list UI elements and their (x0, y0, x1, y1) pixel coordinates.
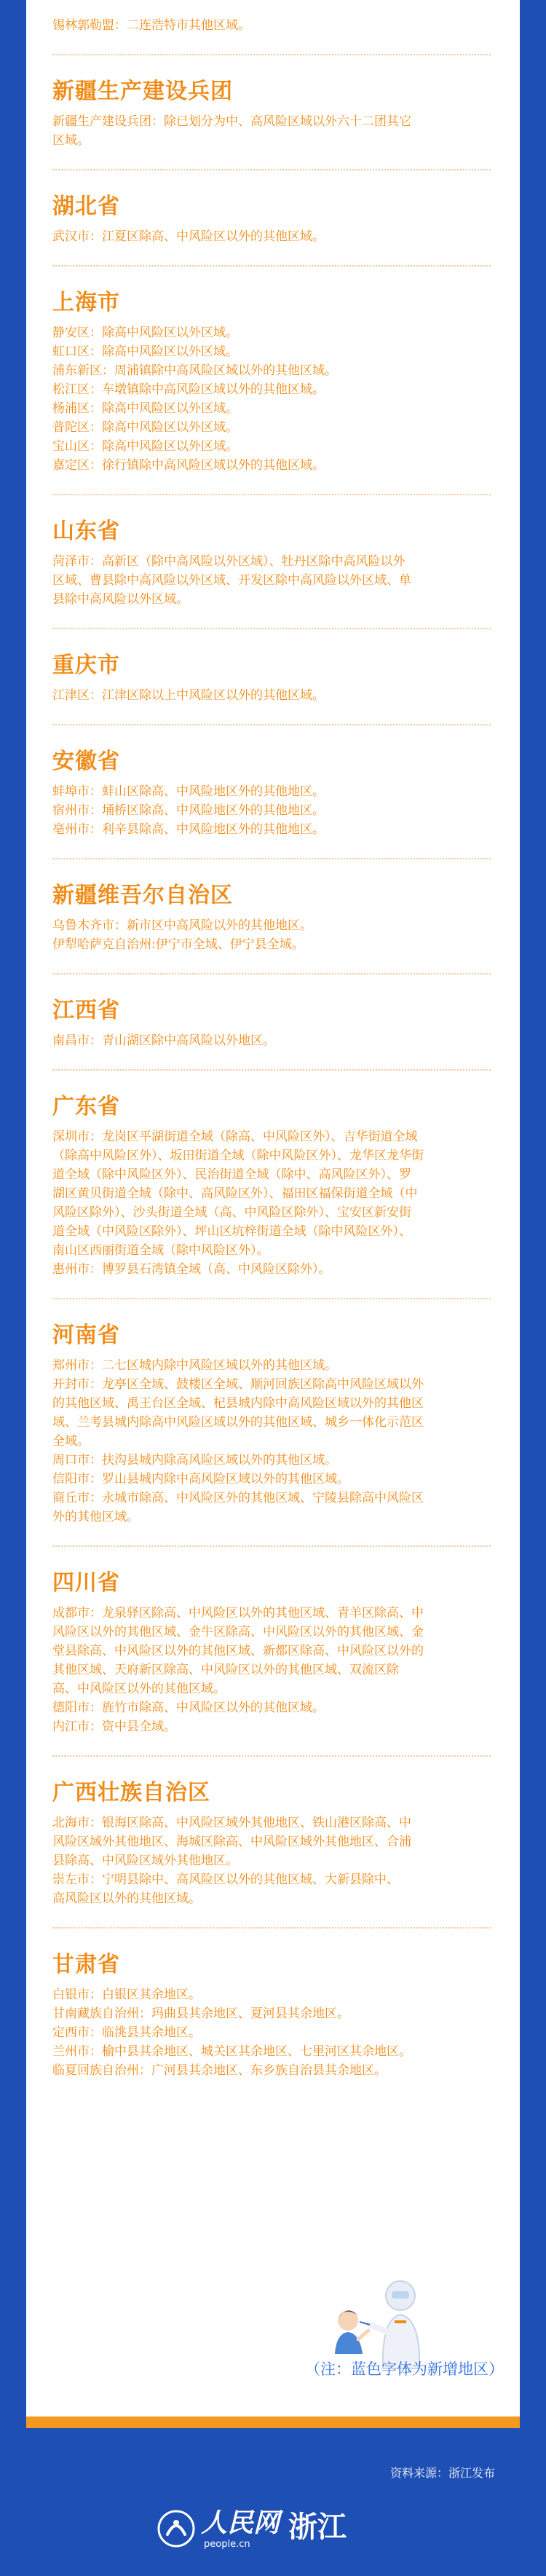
brand-footer[interactable] (157, 2505, 390, 2556)
region-detail-line: 道全域（除中风险区外）、民治街道全域（除中、高风险区外）、罗 (52, 1167, 411, 1182)
region-section (52, 77, 491, 150)
region-detail-line: 伊犁哈萨克自治州:伊宁市全域、伊宁县全域。 (52, 937, 304, 952)
region-section (52, 16, 491, 35)
source-caption: 资料来源：浙江发布 (389, 2466, 495, 2480)
region-detail-line: 临夏回族自治州：广河县其余地区、东乡族自治县其余地区。 (52, 2063, 387, 2078)
section-divider (52, 1545, 491, 1547)
region-detail-line: 嘉定区：徐行镇除中高风险区域以外的其他区域。 (52, 458, 325, 473)
region-detail-line: 风险区以外的其他区域、金牛区除高、中风险区以外的其他区域、金 (52, 1625, 424, 1639)
region-detail-line: 宿州市：埇桥区除高、中风险地区外的其他地区。 (52, 803, 325, 818)
region-detail-line: 普陀区：除高中风险区以外区域。 (52, 420, 238, 435)
region-section (52, 996, 491, 1050)
region-detail-line: 信阳市：罗山县城内除中高风险区域以外的其他区域。 (52, 1472, 349, 1486)
region-detail-line: 德阳市：旌竹市除高、中风险区以外的其他区域。 (52, 1701, 325, 1715)
region-detail-line: 高风险区以外的其他区域。 (52, 1891, 201, 1906)
content-card (26, 0, 520, 2417)
province-title: 上海市 (52, 290, 120, 315)
province-title: 四川省 (52, 1570, 120, 1596)
region-detail-line: 江津区：江津区除以上中风险区以外的其他区域。 (52, 688, 325, 703)
region-detail-line: 浦东新区：周浦镇除中高风险区域以外的其他区域。 (52, 363, 337, 378)
province-title: 甘肃省 (52, 1952, 120, 1977)
section-divider (52, 265, 491, 267)
brand-url: people.cn (204, 2539, 250, 2550)
section-divider (52, 858, 491, 859)
province-title: 江西省 (52, 998, 120, 1023)
region-detail-line: 高、中风险区以外的其他区域。 (52, 1682, 226, 1696)
region-detail-line: 乌鲁木齐市：新市区中高风险以外的其他地区。 (52, 918, 312, 933)
section-divider (52, 628, 491, 629)
section-divider (52, 1755, 491, 1757)
region-detail-line: 道全域（中风险区除外）、坪山区坑梓街道全域（除中风险区外）、 (52, 1224, 411, 1239)
region-detail-line: 风险区除外）、沙头街道全域（高、中风险区除外）、宝安区新安街 (52, 1205, 411, 1220)
section-list (26, 0, 520, 2080)
region-detail-line: 武汉市：江夏区除高、中风险区以外的其他区域。 (52, 229, 325, 244)
section-divider (52, 494, 491, 495)
region-detail-line: 周口市：扶沟县城内除高风险区域以外的其他区域。 (52, 1453, 337, 1468)
region-detail-line: 锡林郭勒盟：二连浩特市其他区域。 (52, 18, 250, 33)
province-title: 山东省 (52, 519, 120, 544)
region-detail-line: 风险区域外其他地区、海城区除高、中风险区域外其他地区、合浦 (52, 1835, 411, 1849)
region-detail-line: 北海市：银海区除高、中风险区域外其他地区、铁山港区除高、中 (52, 1816, 411, 1830)
region-detail-line: 郑州市：二七区城内除中风险区域以外的其他区域。 (52, 1358, 337, 1373)
region-section (52, 1569, 491, 1736)
region-section (52, 747, 491, 839)
region-detail-line: 白银市：白银区其余地区。 (52, 1988, 201, 2002)
region-section (52, 517, 491, 609)
province-title: 河南省 (52, 1323, 120, 1348)
region-section (52, 1779, 491, 1908)
region-section (52, 192, 491, 246)
region-detail-line: 其他区域、天府新区除高、中风险区以外的其他区域、双流区除 (52, 1663, 399, 1677)
region-detail-line: 湖区黄贝街道全域（除中、高风险区外）、福田区福保街道全域（中 (52, 1186, 418, 1201)
province-title: 广东省 (52, 1094, 120, 1119)
region-detail-line: 成都市：龙泉驿区除高、中风险区以外的其他区域、青羊区除高、中 (52, 1606, 424, 1620)
region-detail-line: 商丘市：永城市除高、中风险区外的其他区域、宁陵县除高中风险区 (52, 1491, 424, 1505)
region-detail-line: 崇左市：宁明县除中、高风险区以外的其他区域、大新县除中、 (52, 1872, 399, 1887)
region-section (52, 1950, 491, 2080)
region-detail-line: 新疆生产建设兵团：除已划分为中、高风险区域以外六十二团其它 (52, 114, 411, 129)
brand-region: 浙江 (288, 2510, 347, 2544)
region-detail-line: 虹口区：除高中风险区以外区域。 (52, 344, 238, 359)
region-detail-line: 南昌市：青山湖区除中高风险以外地区。 (52, 1033, 275, 1048)
region-detail-line: 杨浦区：除高中风险区以外区域。 (52, 401, 238, 416)
region-detail-line: 县除高、中风险区域外其他地区。 (52, 1854, 238, 1868)
region-section (52, 1092, 491, 1279)
legend-note: （注：蓝色字体为新增地区） (305, 2360, 504, 2378)
region-detail-line: 深圳市：龙岗区平湖街道全域（除高、中风险区外）、吉华街道全域 (52, 1130, 418, 1144)
region-detail-line: 内江市：资中县全域。 (52, 1720, 176, 1734)
region-detail-line: 的其他区域、禹王台区全域、杞县城内除中高风险区域以外的其他区 (52, 1396, 424, 1411)
region-detail-line: 亳州市：利辛县除高、中风险地区外的其他地区。 (52, 822, 325, 837)
region-detail-line: 全域。 (52, 1434, 90, 1449)
section-divider (52, 169, 491, 170)
section-divider (52, 1298, 491, 1299)
region-detail-line: 宝山区：除高中风险区以外区域。 (52, 439, 238, 454)
region-detail-line: 堂县除高、中风险区以外的其他区域、新都区除高、中风险区以外的 (52, 1644, 424, 1658)
province-title: 安徽省 (52, 749, 120, 774)
section-divider (52, 724, 491, 725)
region-detail-line: 蚌埠市：蚌山区除高、中风险地区外的其他地区。 (52, 784, 325, 799)
region-detail-line: 南山区西丽街道全域（除中风险区外）。 (52, 1243, 269, 1258)
region-detail-line: 甘南藏族自治州：玛曲县其余地区、夏河县其余地区。 (52, 2006, 349, 2021)
region-detail-line: 兰州市：榆中县其余地区、城关区其余地区、七里河区其余地区。 (52, 2044, 411, 2059)
region-detail-line: 域、兰考县城内除高中风险区域以外的其他区域、城乡一体化示范区 (52, 1415, 424, 1430)
province-title: 重庆市 (52, 653, 120, 678)
region-detail-line: 外的其他区域。 (52, 1510, 139, 1524)
section-divider (52, 1927, 491, 1929)
region-section (52, 651, 491, 705)
region-detail-line: 松江区：车墩镇除中高风险区域以外的其他区域。 (52, 382, 325, 397)
province-title: 新疆生产建设兵团 (52, 79, 233, 104)
region-detail-line: 定西市：临洮县其余地区。 (52, 2025, 201, 2040)
region-detail-line: 县除中高风险以外区域。 (52, 592, 189, 607)
region-detail-line: 区域、曹县除中高风险以外区域、开发区除中高风险以外区域、单 (52, 573, 411, 588)
people-logo-icon (157, 2510, 195, 2548)
province-title: 新疆维吾尔自治区 (52, 883, 233, 908)
region-detail-line: 静安区：除高中风险区以外区域。 (52, 326, 238, 340)
region-section (52, 1321, 491, 1527)
section-divider (52, 1069, 491, 1071)
region-detail-line: 区域。 (52, 133, 90, 148)
region-detail-line: （除高中风险区外）、坂田街道全域（除中风险区外）、龙华区龙华街 (52, 1149, 424, 1163)
region-detail-line: 惠州市：博罗县石湾镇全域（高、中风险区除外）。 (52, 1262, 331, 1277)
brand-name: 人民网 (201, 2508, 280, 2538)
region-detail-line: 菏泽市：高新区（除中高风险以外区域）、牡丹区除中高风险以外 (52, 554, 405, 569)
province-title: 湖北省 (52, 194, 120, 219)
province-title: 广西壮族自治区 (52, 1780, 210, 1805)
section-divider (52, 973, 491, 974)
region-detail-line: 开封市：龙亭区全域、鼓楼区全域、顺河回族区除高中风险区域以外 (52, 1377, 424, 1392)
region-section (52, 288, 491, 475)
section-divider (52, 54, 491, 55)
region-section (52, 881, 491, 954)
bottom-accent-bar (26, 2417, 520, 2428)
